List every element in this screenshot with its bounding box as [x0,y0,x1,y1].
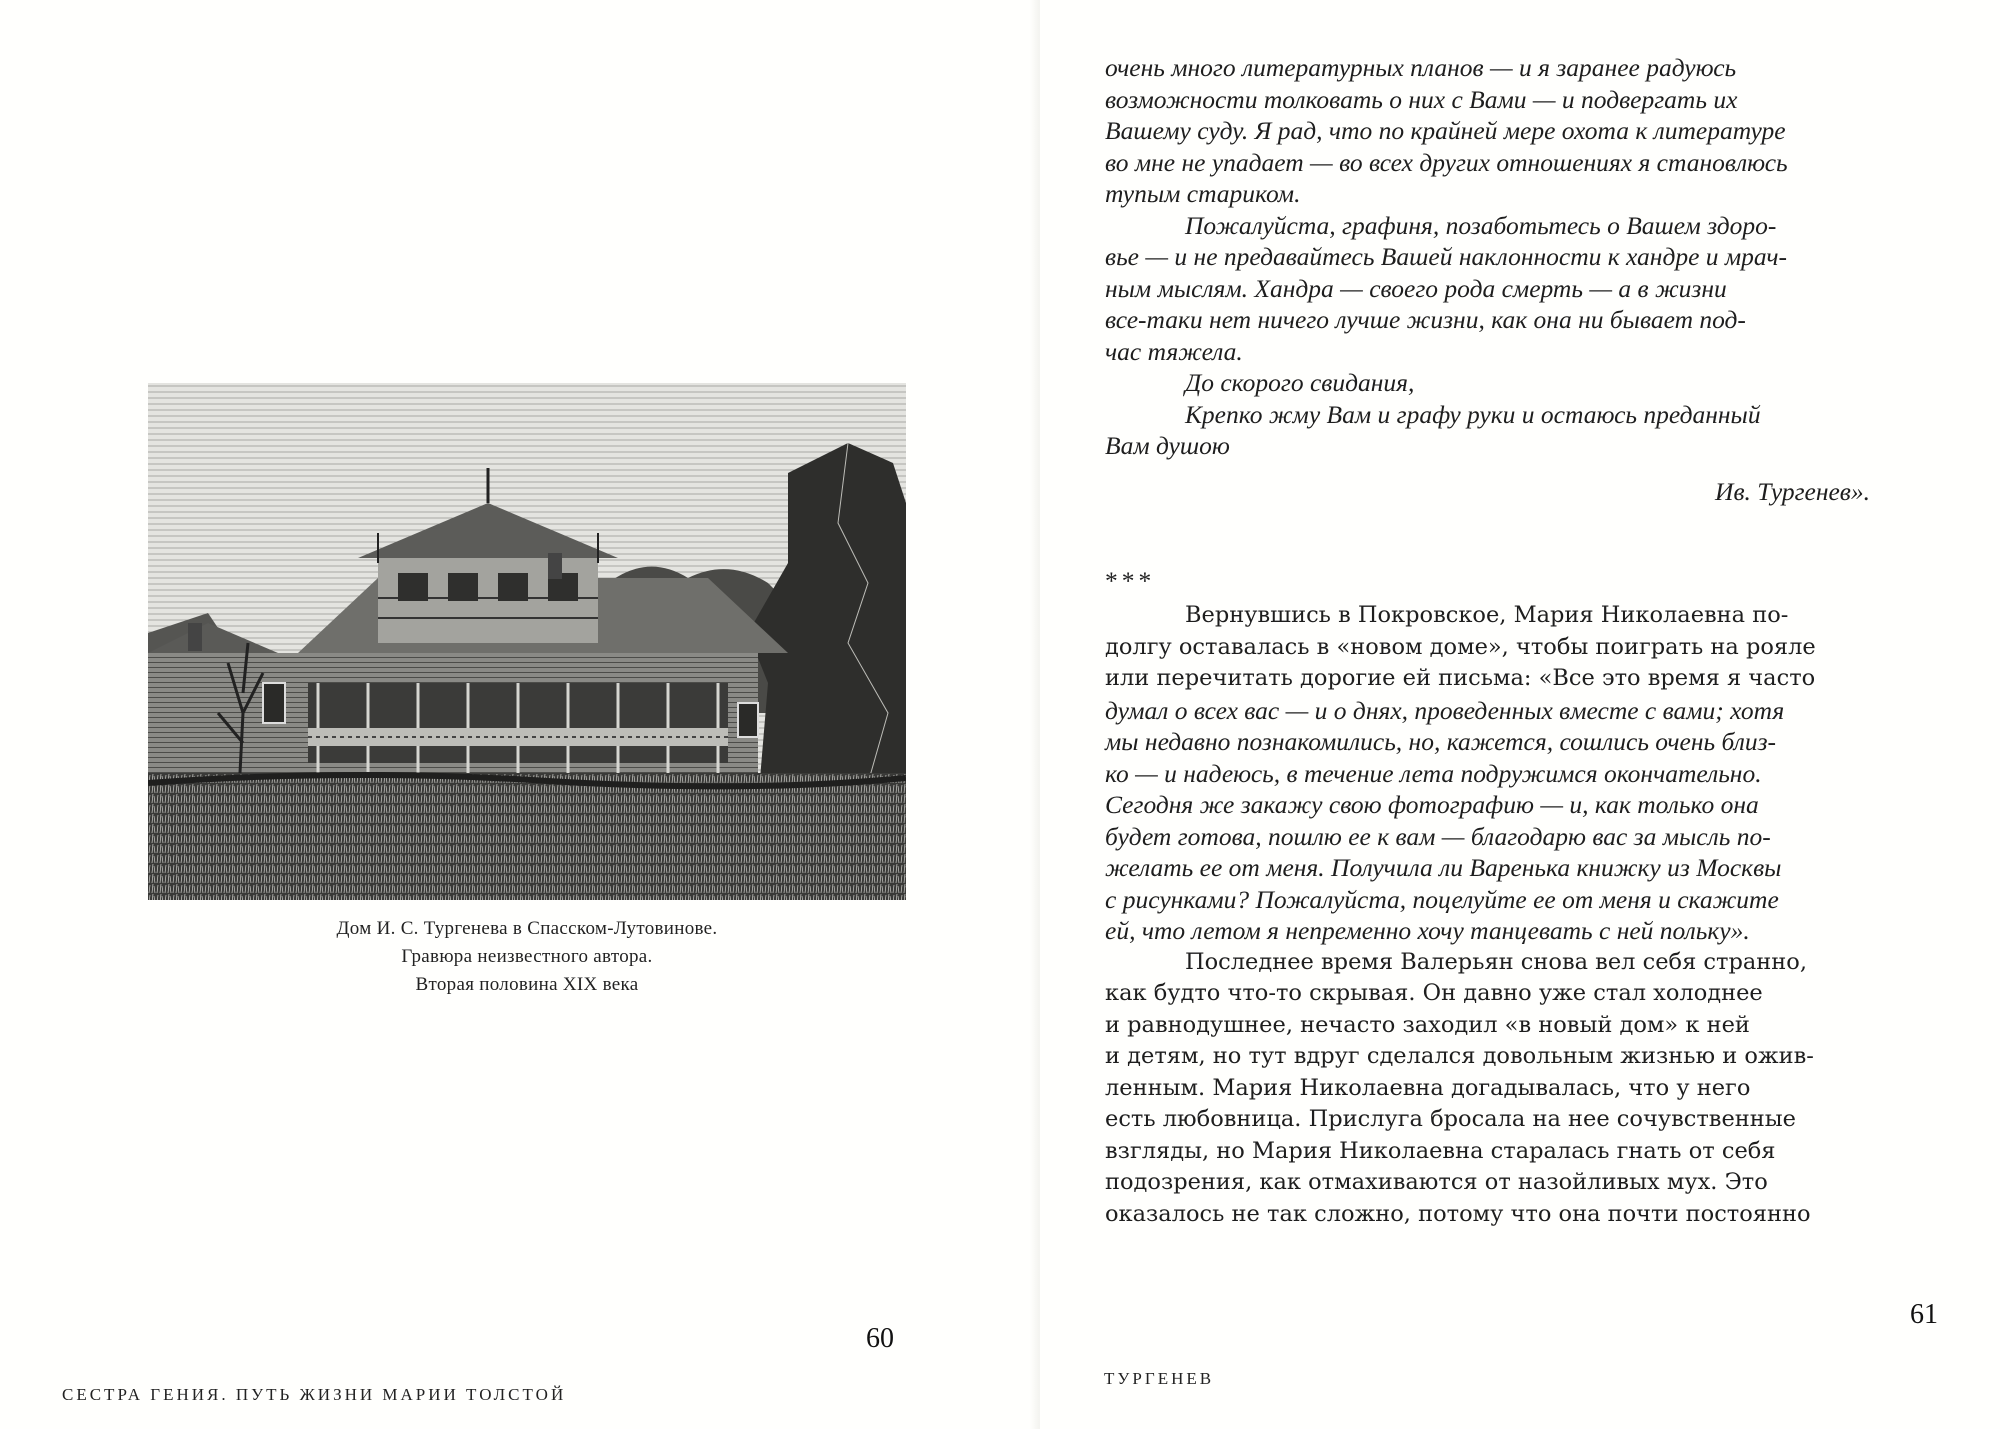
body-line: ко — и надеюсь, в течение лета подружимся окончательно. [1105,758,1762,788]
letter-line: вье — и не предавайтесь Вашей наклонности к хандре и мрач- [1105,242,1788,271]
letter-line: ным мыслям. Хандра — своего рода смерть — а в жизни [1105,273,1727,303]
letter-text [1105,52,1870,462]
engraving-house-icon [148,383,906,900]
caption-line: Гравюра неизвестного автора. [401,946,653,967]
body-line: взгляды, но Мария Николаевна старалась гнать от себя [1105,1137,1776,1164]
body-line: думал о всех вас — и о днях, проведенных вместе с вами; хотя [1105,695,1785,725]
body-line: или перечитать дорогие ей письма: «Все это время я часто [1105,665,1816,691]
letter-line: все-таки нет ничего лучше жизни, как она ни бывает под- [1105,305,1746,334]
body-line: будет готова, пошлю ее к вам — благодарю вас за мысль по- [1105,821,1771,851]
letter-line: во мне не упадает — во всех других отношениях я становлюсь [1105,147,1788,177]
body-line: Вернувшись в Покровское, Мария Николаевна по- [1185,602,1789,628]
illustration-caption [148,915,906,999]
letter-line: тупым стариком. [1105,179,1301,208]
body-line: как будто что-то скрывая. Он давно уже стал холоднее [1105,980,1763,1006]
letter-line: возможности толковать о них с Вами — и подвергать их [1105,84,1738,114]
letter-line: час тяжела. [1105,336,1243,366]
body-text [1105,600,1870,1230]
letter-line: Пожалуйста, графиня, позаботьтесь о Вашем здоро- [1185,210,1777,240]
body-line: Сегодня же закажу свою фотографию — и, как только она [1105,790,1759,819]
letter-signature: Ив. Тургенев». [1715,477,1870,506]
page-number: 60 [866,1323,894,1354]
section-separator: *** [1105,566,1156,595]
caption-line: Вторая половина XIX века [415,974,639,995]
body-line: и детям, но тут вдруг сделался довольным жизнью и ожив- [1105,1043,1814,1069]
page-number: 61 [1910,1299,1938,1330]
body-line: ей, что летом я непременно хочу танцевать с ней польку». [1105,916,1750,945]
running-head: СЕСТРА ГЕНИЯ. ПУТЬ ЖИЗНИ МАРИИ ТОЛСТОЙ [62,1385,567,1404]
caption-line: Дом И. С. Тургенева в Спасском-Лутовинове. [336,918,718,939]
letter-line: До скорого свидания, [1185,368,1415,397]
letter-line: Крепко жму Вам и графу руки и остаюсь преданный [1185,399,1761,429]
body-line: долгу оставалась в «новом доме», чтобы поиграть на рояле [1105,633,1816,660]
body-line: есть любовница. Прислуга бросала на нее сочувственные [1105,1106,1796,1132]
body-line: и равнодушнее, нечасто заходил «в новый дом» к ней [1105,1011,1750,1038]
letter-line: Вашему суду. Я рад, что по крайней мере охота к литературе [1105,116,1786,145]
body-line: с рисунками? Пожалуйста, поцелуйте ее от меня и скажите [1105,884,1779,914]
body-line: подозрения, как отмахиваются от назойливых мух. Это [1105,1169,1768,1195]
letter-line: очень много литературных планов — и я заранее радуюсь [1105,53,1737,82]
body-line: оказалось не так сложно, потому что она почти постоянно [1105,1200,1811,1227]
body-line: Последнее время Валерьян снова вел себя странно, [1185,948,1807,975]
body-line: желать ее от меня. Получила ли Варенька книжку из Москвы [1105,853,1782,882]
letter-line: Вам душою [1105,431,1230,460]
body-line: мы недавно познакомились, но, кажется, сошлись очень близ- [1105,727,1777,756]
running-head: ТУРГЕНЕВ [1104,1369,1215,1388]
body-line: ленным. Мария Николаевна догадывалась, что у него [1105,1074,1751,1101]
